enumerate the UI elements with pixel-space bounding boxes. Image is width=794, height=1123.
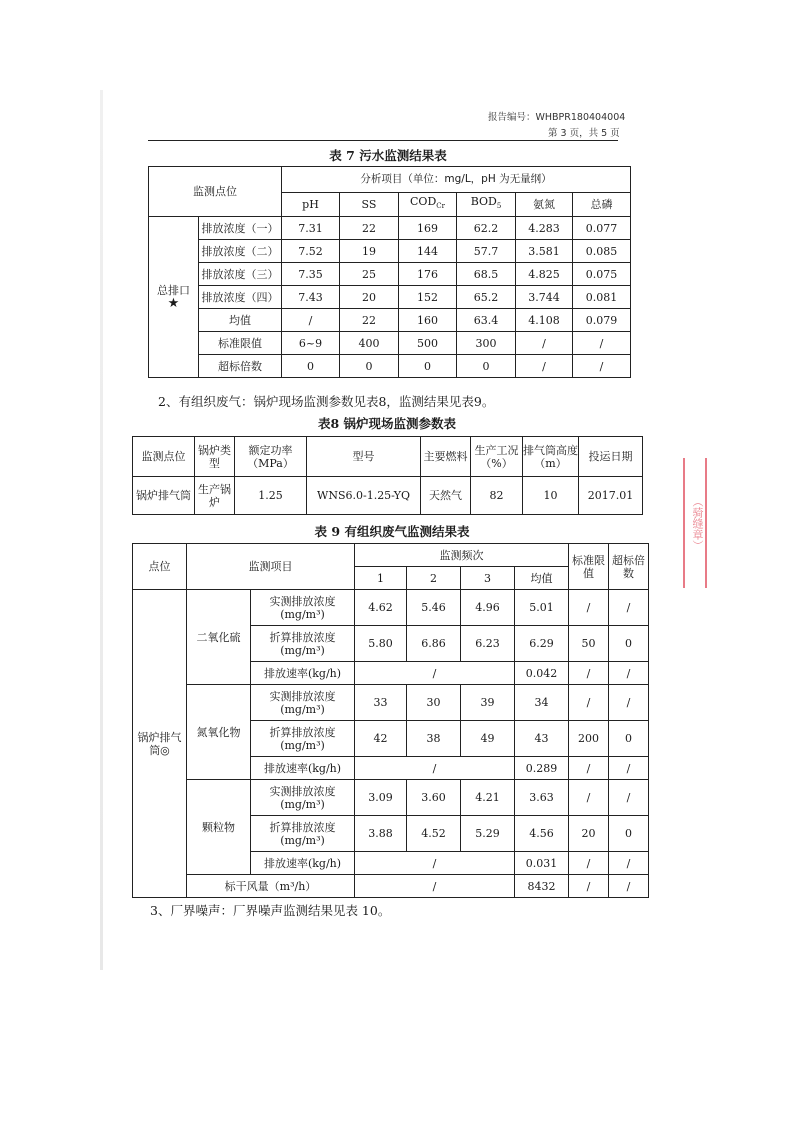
- table7-cell: /: [573, 355, 631, 378]
- table7-cell: 7.31: [282, 217, 340, 240]
- section-2-text: 2、有组织废气：锅炉现场监测参数见表8，监测结果见表9。: [158, 394, 495, 409]
- table9-item: 折算排放浓度 (mg/m³): [251, 626, 355, 662]
- table9-cell: 49: [461, 721, 515, 757]
- table9-cell: 43: [515, 721, 569, 757]
- table9-item: 排放速率(kg/h): [251, 662, 355, 685]
- table9-cell: 3.88: [355, 816, 407, 852]
- table9-flow-item: 标干风量（m³/h）: [187, 875, 355, 898]
- table9-cell: 4.52: [407, 816, 461, 852]
- table9-col-2: 2: [407, 567, 461, 590]
- table9-cell: 5.29: [461, 816, 515, 852]
- section-3-text: 3、厂界噪声：厂界噪声监测结果见表 10。: [150, 903, 391, 918]
- table7-row-label: 标准限值: [199, 332, 282, 355]
- table7-row-label: 排放浓度（一）: [199, 217, 282, 240]
- table8-header: 主要燃料: [421, 437, 471, 477]
- table8-header: 排气筒高度（m）: [523, 437, 579, 477]
- table7-cell: 68.5: [457, 263, 516, 286]
- table7-header-group: 分析项目（单位：mg/L，pH 为无量纲）: [282, 167, 631, 193]
- table9-cell: 6.29: [515, 626, 569, 662]
- table9-cell: 5.01: [515, 590, 569, 626]
- table9-cell: /: [569, 852, 609, 875]
- table7-cell: 22: [340, 309, 399, 332]
- table9-cell: /: [609, 662, 649, 685]
- table9-cell: /: [609, 590, 649, 626]
- table9-cell: 0: [609, 816, 649, 852]
- table9-cell: /: [569, 662, 609, 685]
- table9-item: 折算排放浓度 (mg/m³): [251, 816, 355, 852]
- table9-item: 排放速率(kg/h): [251, 852, 355, 875]
- table7-cell: 0: [457, 355, 516, 378]
- table7-row-label: 超标倍数: [199, 355, 282, 378]
- table9-cell: 20: [569, 816, 609, 852]
- star-icon: ★: [167, 296, 180, 311]
- table7-cell: 6~9: [282, 332, 340, 355]
- table9-caption: 表 9 有组织废气监测结果表: [314, 524, 470, 539]
- table7-row-label: 均值: [199, 309, 282, 332]
- scan-edge: [100, 90, 103, 970]
- table7-location: 总排口 ★: [149, 217, 199, 378]
- table7-col-ss: SS: [340, 193, 399, 217]
- table8-header: 生产工况（%）: [471, 437, 523, 477]
- table9-cell: 50: [569, 626, 609, 662]
- table7-cell: 4.283: [516, 217, 573, 240]
- table9-cell: 0.031: [515, 852, 569, 875]
- table9-cell: /: [569, 590, 609, 626]
- table9-cell: 4.56: [515, 816, 569, 852]
- table9-col-avg: 均值: [515, 567, 569, 590]
- table7-col-nh3n: 氨氮: [516, 193, 573, 217]
- table9-cell: /: [609, 852, 649, 875]
- table7-col-cod: $COD_{Cr}$: [399, 193, 457, 217]
- table7-cell: 144: [399, 240, 457, 263]
- table7-cell: 0.075: [573, 263, 631, 286]
- table9: [132, 543, 649, 898]
- page-number: 第 3 页，共 5 页: [548, 128, 620, 139]
- table9-cell: 33: [355, 685, 407, 721]
- table7-cell: 7.35: [282, 263, 340, 286]
- table7-cell: 400: [340, 332, 399, 355]
- table7-cell: 169: [399, 217, 457, 240]
- table7-row-label: 排放浓度（四）: [199, 286, 282, 309]
- table7-cell: 0: [399, 355, 457, 378]
- table9-header-point: 点位: [133, 544, 187, 590]
- table7-cell: 0: [282, 355, 340, 378]
- table9-header-item: 监测项目: [187, 544, 355, 590]
- table9-cell: 0: [609, 721, 649, 757]
- table7-cell: 0: [340, 355, 399, 378]
- table9-cell: /: [355, 852, 515, 875]
- table7-cell: /: [516, 332, 573, 355]
- table9-cell: 4.21: [461, 780, 515, 816]
- table9-cell: /: [355, 662, 515, 685]
- table7-cell: 0.079: [573, 309, 631, 332]
- table7-cell: 0.077: [573, 217, 631, 240]
- table7-cell: 63.4: [457, 309, 516, 332]
- table9-cell: 30: [407, 685, 461, 721]
- table9-cell: 8432: [515, 875, 569, 898]
- table7-cell: 19: [340, 240, 399, 263]
- table8-cell: 天然气: [421, 477, 471, 515]
- table8: [132, 436, 643, 515]
- table8-cell: WNS6.0-1.25-YQ: [307, 477, 421, 515]
- table9-cell: /: [355, 757, 515, 780]
- table7-cell: 160: [399, 309, 457, 332]
- table9-cell: 0: [609, 626, 649, 662]
- table9-cell: /: [355, 875, 515, 898]
- report-number: 报告编号：WHBPR180404004: [488, 112, 626, 123]
- table7-header-point: 监测点位: [149, 167, 282, 217]
- table9-cell: 3.09: [355, 780, 407, 816]
- table7-caption: 表 7 污水监测结果表: [329, 148, 447, 163]
- table9-cell: 3.63: [515, 780, 569, 816]
- table7-cell: 0.085: [573, 240, 631, 263]
- table8-header: 监测点位: [133, 437, 195, 477]
- table9-cell: 34: [515, 685, 569, 721]
- table9-cell: /: [569, 875, 609, 898]
- table9-group-name: 颗粒物: [187, 780, 251, 875]
- table9-cell: 4.62: [355, 590, 407, 626]
- table9-cell: 42: [355, 721, 407, 757]
- table9-header-exceed: 超标倍数: [609, 544, 649, 590]
- table9-cell: 0.289: [515, 757, 569, 780]
- table7-cell: /: [282, 309, 340, 332]
- table7-cell: 3.581: [516, 240, 573, 263]
- table9-cell: /: [609, 780, 649, 816]
- table9-cell: 39: [461, 685, 515, 721]
- header-rule: [148, 140, 618, 141]
- table9-location: 锅炉排气筒◎: [133, 590, 187, 898]
- table9-cell: 0.042: [515, 662, 569, 685]
- table9-cell: 4.96: [461, 590, 515, 626]
- table9-header-freq: 监测频次: [355, 544, 569, 567]
- table7-cell: 3.744: [516, 286, 573, 309]
- table8-cell: 82: [471, 477, 523, 515]
- table7-row-label: 排放浓度（二）: [199, 240, 282, 263]
- table9-cell: 3.60: [407, 780, 461, 816]
- table9-cell: /: [569, 780, 609, 816]
- seam-stamp: （骑缝章）: [683, 458, 707, 588]
- table7-cell: 500: [399, 332, 457, 355]
- table9-col-3: 3: [461, 567, 515, 590]
- table9-cell: /: [569, 685, 609, 721]
- table9-item: 实测排放浓度 (mg/m³): [251, 780, 355, 816]
- table8-header: 额定功率（MPa）: [235, 437, 307, 477]
- table7: [148, 166, 631, 378]
- table9-item: 折算排放浓度 (mg/m³): [251, 721, 355, 757]
- table9-cell: /: [609, 875, 649, 898]
- table9-item: 排放速率(kg/h): [251, 757, 355, 780]
- table7-cell: 152: [399, 286, 457, 309]
- table9-cell: 6.23: [461, 626, 515, 662]
- table7-cell: 176: [399, 263, 457, 286]
- table8-cell: 生产锅炉: [195, 477, 235, 515]
- table7-cell: 7.52: [282, 240, 340, 263]
- table9-cell: /: [569, 757, 609, 780]
- table9-group-name: 二氧化硫: [187, 590, 251, 685]
- table7-cell: 25: [340, 263, 399, 286]
- table8-cell: 1.25: [235, 477, 307, 515]
- table9-cell: /: [609, 685, 649, 721]
- table9-cell: 6.86: [407, 626, 461, 662]
- table7-cell: /: [516, 355, 573, 378]
- table9-group-name: 氮氧化物: [187, 685, 251, 780]
- table8-caption: 表8 锅炉现场监测参数表: [317, 416, 457, 431]
- table7-cell: /: [573, 332, 631, 355]
- table7-cell: 4.108: [516, 309, 573, 332]
- table7-cell: 57.7: [457, 240, 516, 263]
- table7-col-ph: pH: [282, 193, 340, 217]
- table9-col-1: 1: [355, 567, 407, 590]
- table8-cell: 10: [523, 477, 579, 515]
- table7-col-bod: $BOD_5$: [457, 193, 516, 217]
- table7-cell: 62.2: [457, 217, 516, 240]
- table8-cell: 锅炉排气筒: [133, 477, 195, 515]
- table7-cell: 65.2: [457, 286, 516, 309]
- table9-cell: 5.46: [407, 590, 461, 626]
- table7-cell: 22: [340, 217, 399, 240]
- table9-cell: /: [609, 757, 649, 780]
- table7-cell: 4.825: [516, 263, 573, 286]
- table9-cell: 38: [407, 721, 461, 757]
- table8-cell: 2017.01: [579, 477, 643, 515]
- table7-cell: 20: [340, 286, 399, 309]
- table9-cell: 5.80: [355, 626, 407, 662]
- table8-header: 投运日期: [579, 437, 643, 477]
- table9-header-std: 标准限值: [569, 544, 609, 590]
- table7-cell: 300: [457, 332, 516, 355]
- table7-cell: 0.081: [573, 286, 631, 309]
- table9-item: 实测排放浓度 (mg/m³): [251, 685, 355, 721]
- table9-cell: 200: [569, 721, 609, 757]
- table8-header: 锅炉类型: [195, 437, 235, 477]
- table7-cell: 7.43: [282, 286, 340, 309]
- table7-col-tp: 总磷: [573, 193, 631, 217]
- table7-row-label: 排放浓度（三）: [199, 263, 282, 286]
- table8-header: 型号: [307, 437, 421, 477]
- table9-item: 实测排放浓度 (mg/m³): [251, 590, 355, 626]
